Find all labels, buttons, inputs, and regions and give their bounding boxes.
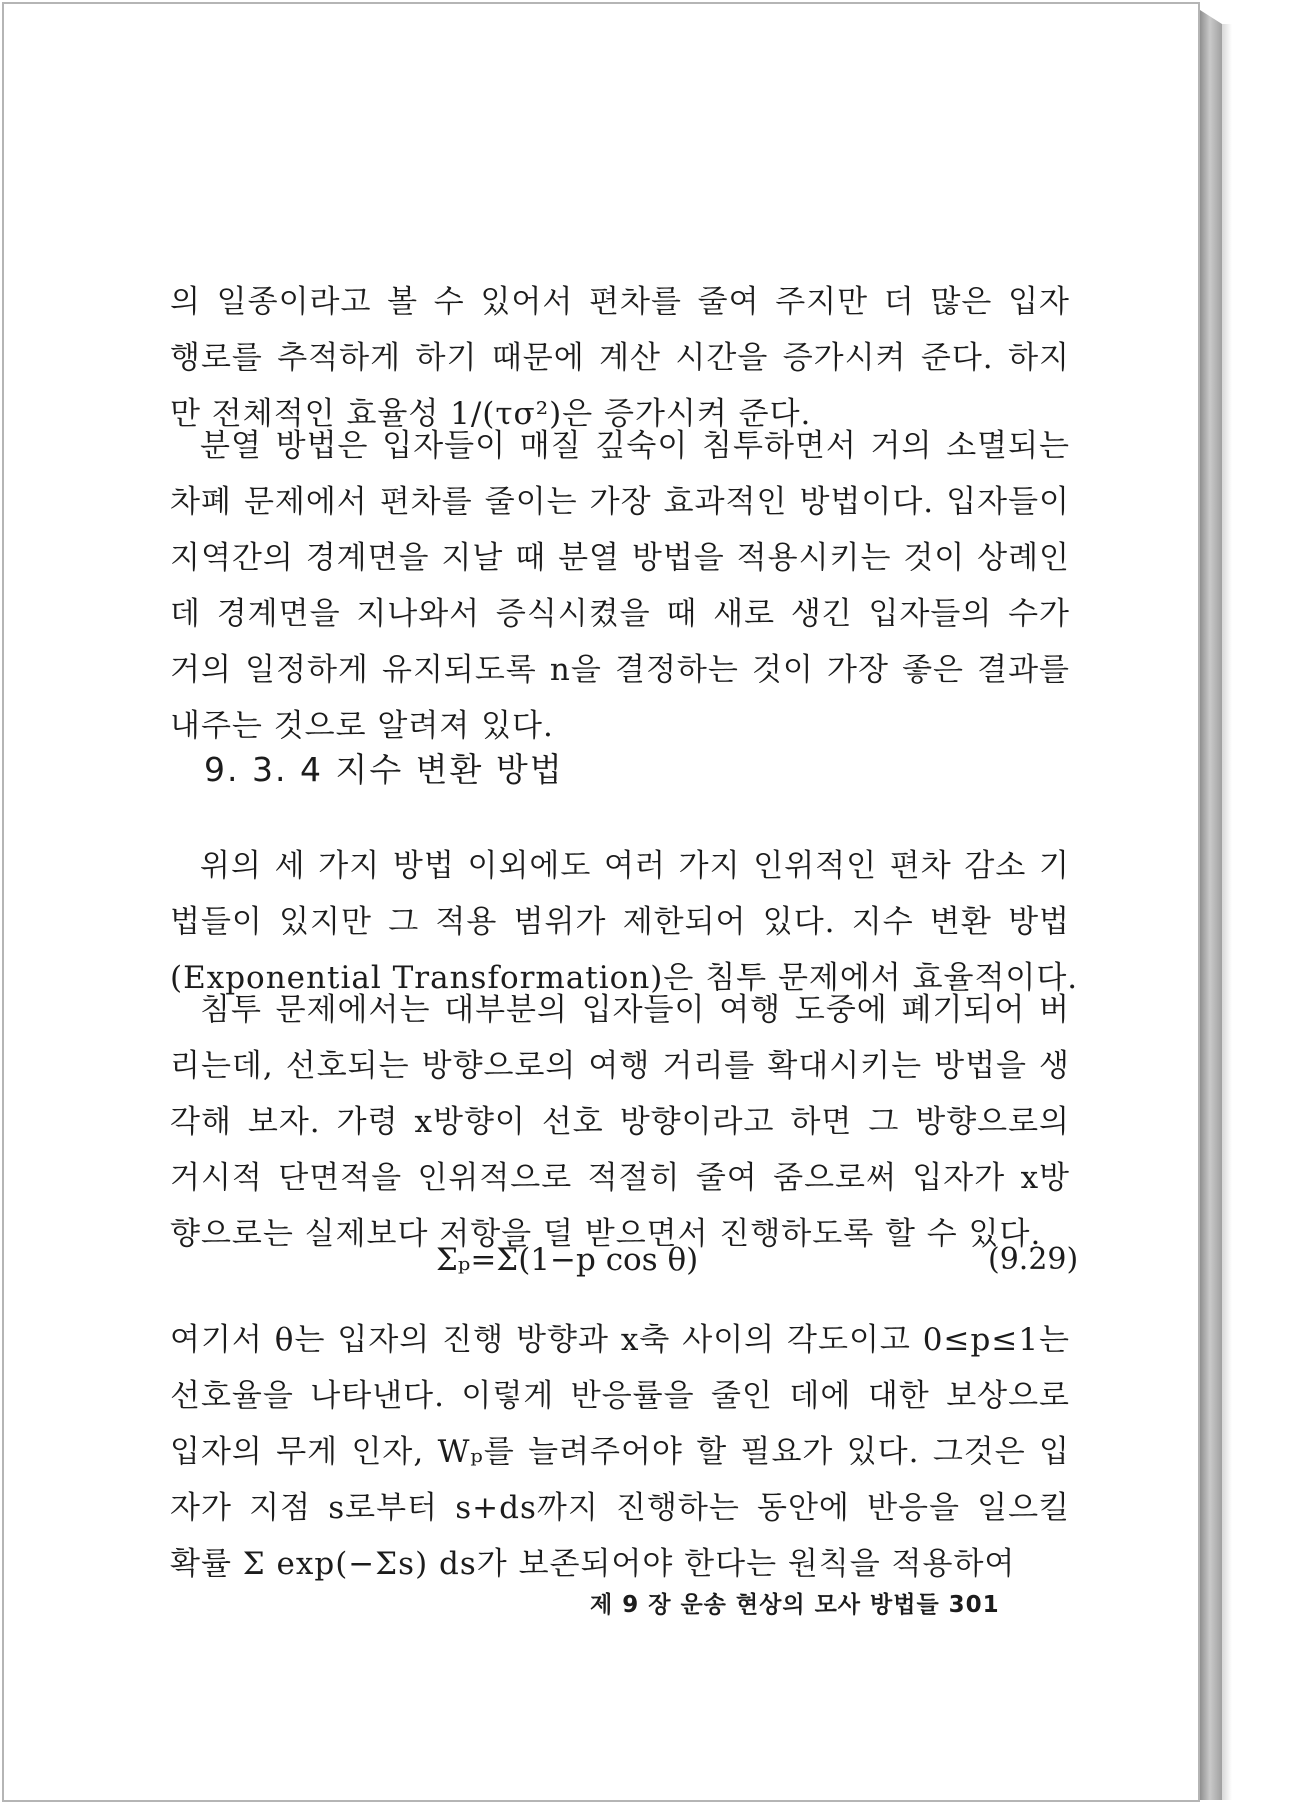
page-footer: 제 9 장 운송 현상의 모사 방법들 301 [590,1592,1000,1618]
equation-number: (9.29) [988,1242,1079,1277]
book-page [2,2,1200,1802]
paragraph-line: 자가 지점 s로부터 s+ds까지 진행하는 동안에 반응을 일으킬 [170,1490,1070,1526]
page-edge [1200,10,1222,1800]
paragraph-line: (Exponential Transformation)은 침투 문제에서 효율적이다. [170,960,1079,996]
paragraph-line: 거시적 단면적을 인위적으로 적절히 줄여 줌으로써 입자가 x방 [170,1160,1070,1196]
paragraph-line: 분열 방법은 입자들이 매질 깊숙이 침투하면서 거의 소멸되는 [200,428,1070,464]
paragraph-3 [170,838,1079,1006]
paragraph-line: 내주는 것으로 알려져 있다. [170,708,554,744]
paragraph-line: 데 경계면을 지나와서 증식시켰을 때 새로 생긴 입자들의 수가 [170,596,1070,632]
paragraph-line: 지역간의 경계면을 지날 때 분열 방법을 적용시키는 것이 상례인 [170,540,1070,576]
paragraph-5 [170,1312,1070,1592]
paragraph-line: 리는데, 선호되는 방향으로의 여행 거리를 확대시키는 방법을 생 [170,1048,1070,1084]
section-heading: 9. 3. 4 지수 변환 방법 [204,750,564,789]
page-edge-shadow [1222,24,1232,1800]
paragraph-line: 만 전체적인 효율성 1/(τσ²)은 증가시켜 준다. [170,396,812,432]
paragraph-line: 법들이 있지만 그 적용 범위가 제한되어 있다. 지수 변환 방법 [170,904,1070,940]
paragraph-line: 차폐 문제에서 편차를 줄이는 가장 효과적인 방법이다. 입자들이 [170,484,1070,520]
paragraph-line: 의 일종이라고 볼 수 있어서 편차를 줄여 주지만 더 많은 입자 [170,284,1070,320]
paragraph-line: 침투 문제에서는 대부분의 입자들이 여행 도중에 폐기되어 버 [200,992,1070,1028]
paragraph-line: 여기서 θ는 입자의 진행 방향과 x축 사이의 각도이고 0≤p≤1는 [170,1322,1070,1358]
paragraph-1 [170,274,1070,442]
paragraph-line: 각해 보자. 가령 x방향이 선호 방향이라고 하면 그 방향으로의 [170,1104,1070,1140]
paragraph-line: 거의 일정하게 유지되도록 n을 결정하는 것이 가장 좋은 결과를 [170,652,1070,688]
paragraph-4 [170,982,1070,1262]
paragraph-2 [170,418,1070,754]
equation: Σₚ=Σ(1−p cos θ) [436,1242,699,1278]
paragraph-line: 위의 세 가지 방법 이외에도 여러 가지 인위적인 편차 감소 기 [200,848,1070,884]
paragraph-line: 행로를 추적하게 하기 때문에 계산 시간을 증가시켜 준다. 하지 [170,340,1070,376]
paragraph-line: 선호율을 나타낸다. 이렇게 반응률을 줄인 데에 대한 보상으로 [170,1378,1070,1414]
paragraph-line: 확률 Σ exp(−Σs) ds가 보존되어야 한다는 원칙을 적용하여 [170,1546,1016,1582]
paragraph-line: 향으로는 실제보다 저항을 덜 받으면서 진행하도록 할 수 있다. [170,1216,1042,1252]
paragraph-line: 입자의 무게 인자, Wₚ를 늘려주어야 할 필요가 있다. 그것은 입 [170,1434,1070,1470]
